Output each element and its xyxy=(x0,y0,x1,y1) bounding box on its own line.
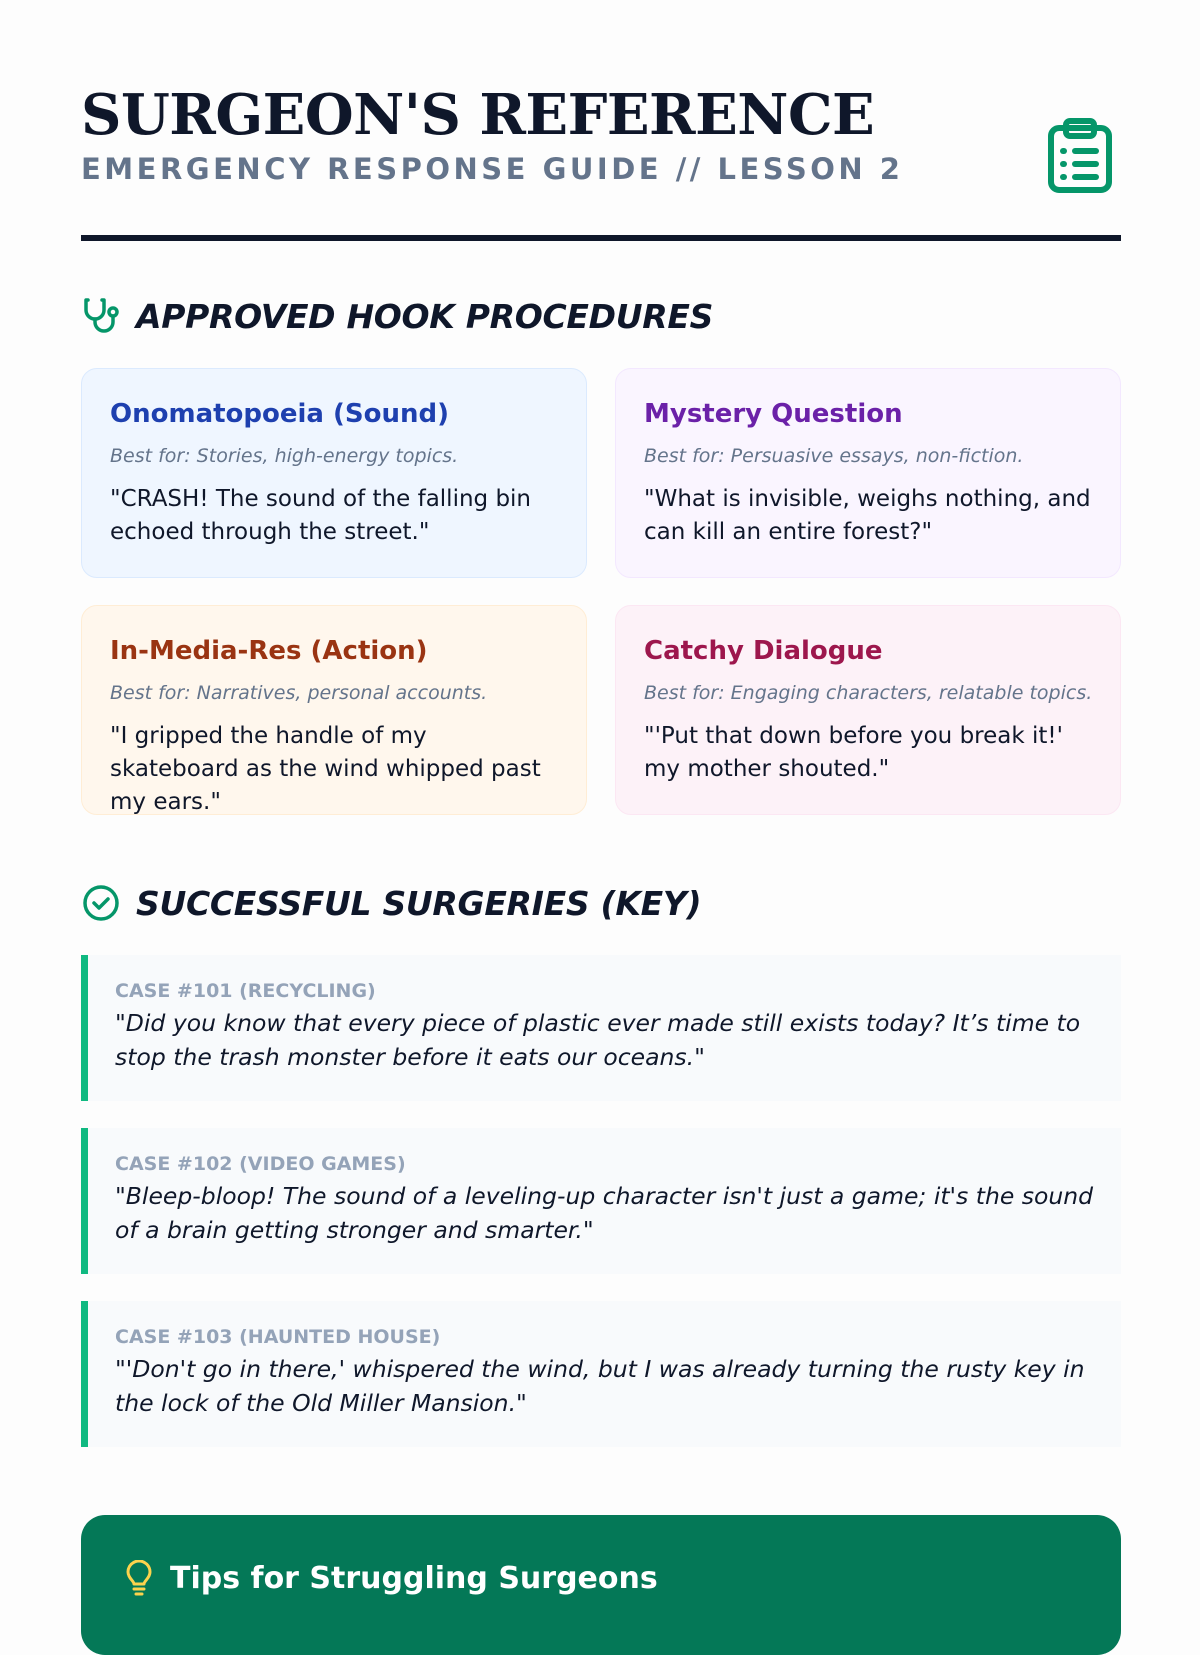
hook-card-best-for: Best for: Narratives, personal accounts. xyxy=(110,682,488,704)
case-card-101 xyxy=(81,955,1121,1101)
hook-card-example: "I gripped the handle of my skateboard as the wind whipped past my ears." xyxy=(110,723,541,815)
procedures-title: APPROVED HOOK PROCEDURES xyxy=(136,296,714,336)
hook-card-in-media-res xyxy=(81,605,587,815)
hook-card-name: Catchy Dialogue xyxy=(644,636,883,666)
page-title: SURGEON'S REFERENCE xyxy=(81,82,875,148)
surgeries-title: SUCCESSFUL SURGERIES (KEY) xyxy=(136,883,702,923)
header xyxy=(81,80,1121,240)
case-card-103 xyxy=(81,1301,1121,1447)
hook-card-example: "'Put that down before you break it!' my mother shouted." xyxy=(644,723,1063,782)
case-label: CASE #101 (RECYCLING) xyxy=(115,980,376,1002)
surgeries-heading xyxy=(81,883,701,923)
tips-panel xyxy=(81,1515,1121,1655)
procedures-heading xyxy=(81,296,713,336)
hook-card-best-for: Best for: Stories, high-energy topics. xyxy=(110,445,459,467)
header-divider xyxy=(81,235,1121,241)
hook-card-onomatopoeia xyxy=(81,368,587,578)
clipboard-list-icon xyxy=(1047,118,1113,194)
case-quote: "'Don't go in there,' whispered the wind, but I was already turning the rusty key in the lock of the Old Miller Mansion." xyxy=(115,1355,1085,1417)
hook-card-name: Onomatopoeia (Sound) xyxy=(110,399,450,429)
case-quote: "Bleep-bloop! The sound of a leveling-up character isn't just a game; it's the sound of a brain getting stronger and smarter." xyxy=(115,1182,1094,1244)
hook-card-example: "CRASH! The sound of the falling bin echoed through the street." xyxy=(110,486,532,545)
tips-heading xyxy=(123,1560,658,1596)
page-subtitle: EMERGENCY RESPONSE GUIDE // LESSON 2 xyxy=(81,152,904,186)
hook-card-example: "What is invisible, weighs nothing, and can kill an entire forest?" xyxy=(644,486,1091,545)
tips-title: Tips for Struggling Surgeons xyxy=(170,1560,658,1596)
case-label: CASE #103 (HAUNTED HOUSE) xyxy=(115,1326,441,1348)
case-quote: "Did you know that every piece of plastic ever made still exists today? It’s time to stop the trash monster before it eats our oceans." xyxy=(115,1009,1081,1071)
hook-card-best-for: Best for: Persuasive essays, non-fiction. xyxy=(644,445,1024,467)
lightbulb-icon xyxy=(123,1560,155,1596)
hook-card-mystery-question xyxy=(615,368,1121,578)
hook-card-name: In-Media-Res (Action) xyxy=(110,636,428,666)
hook-card-name: Mystery Question xyxy=(644,399,903,429)
case-card-102 xyxy=(81,1128,1121,1274)
check-circle-icon xyxy=(81,883,121,923)
hook-card-catchy-dialogue xyxy=(615,605,1121,815)
case-label: CASE #102 (VIDEO GAMES) xyxy=(115,1153,406,1175)
stethoscope-icon xyxy=(81,296,121,336)
hook-card-best-for: Best for: Engaging characters, relatable topics. xyxy=(644,682,1093,704)
